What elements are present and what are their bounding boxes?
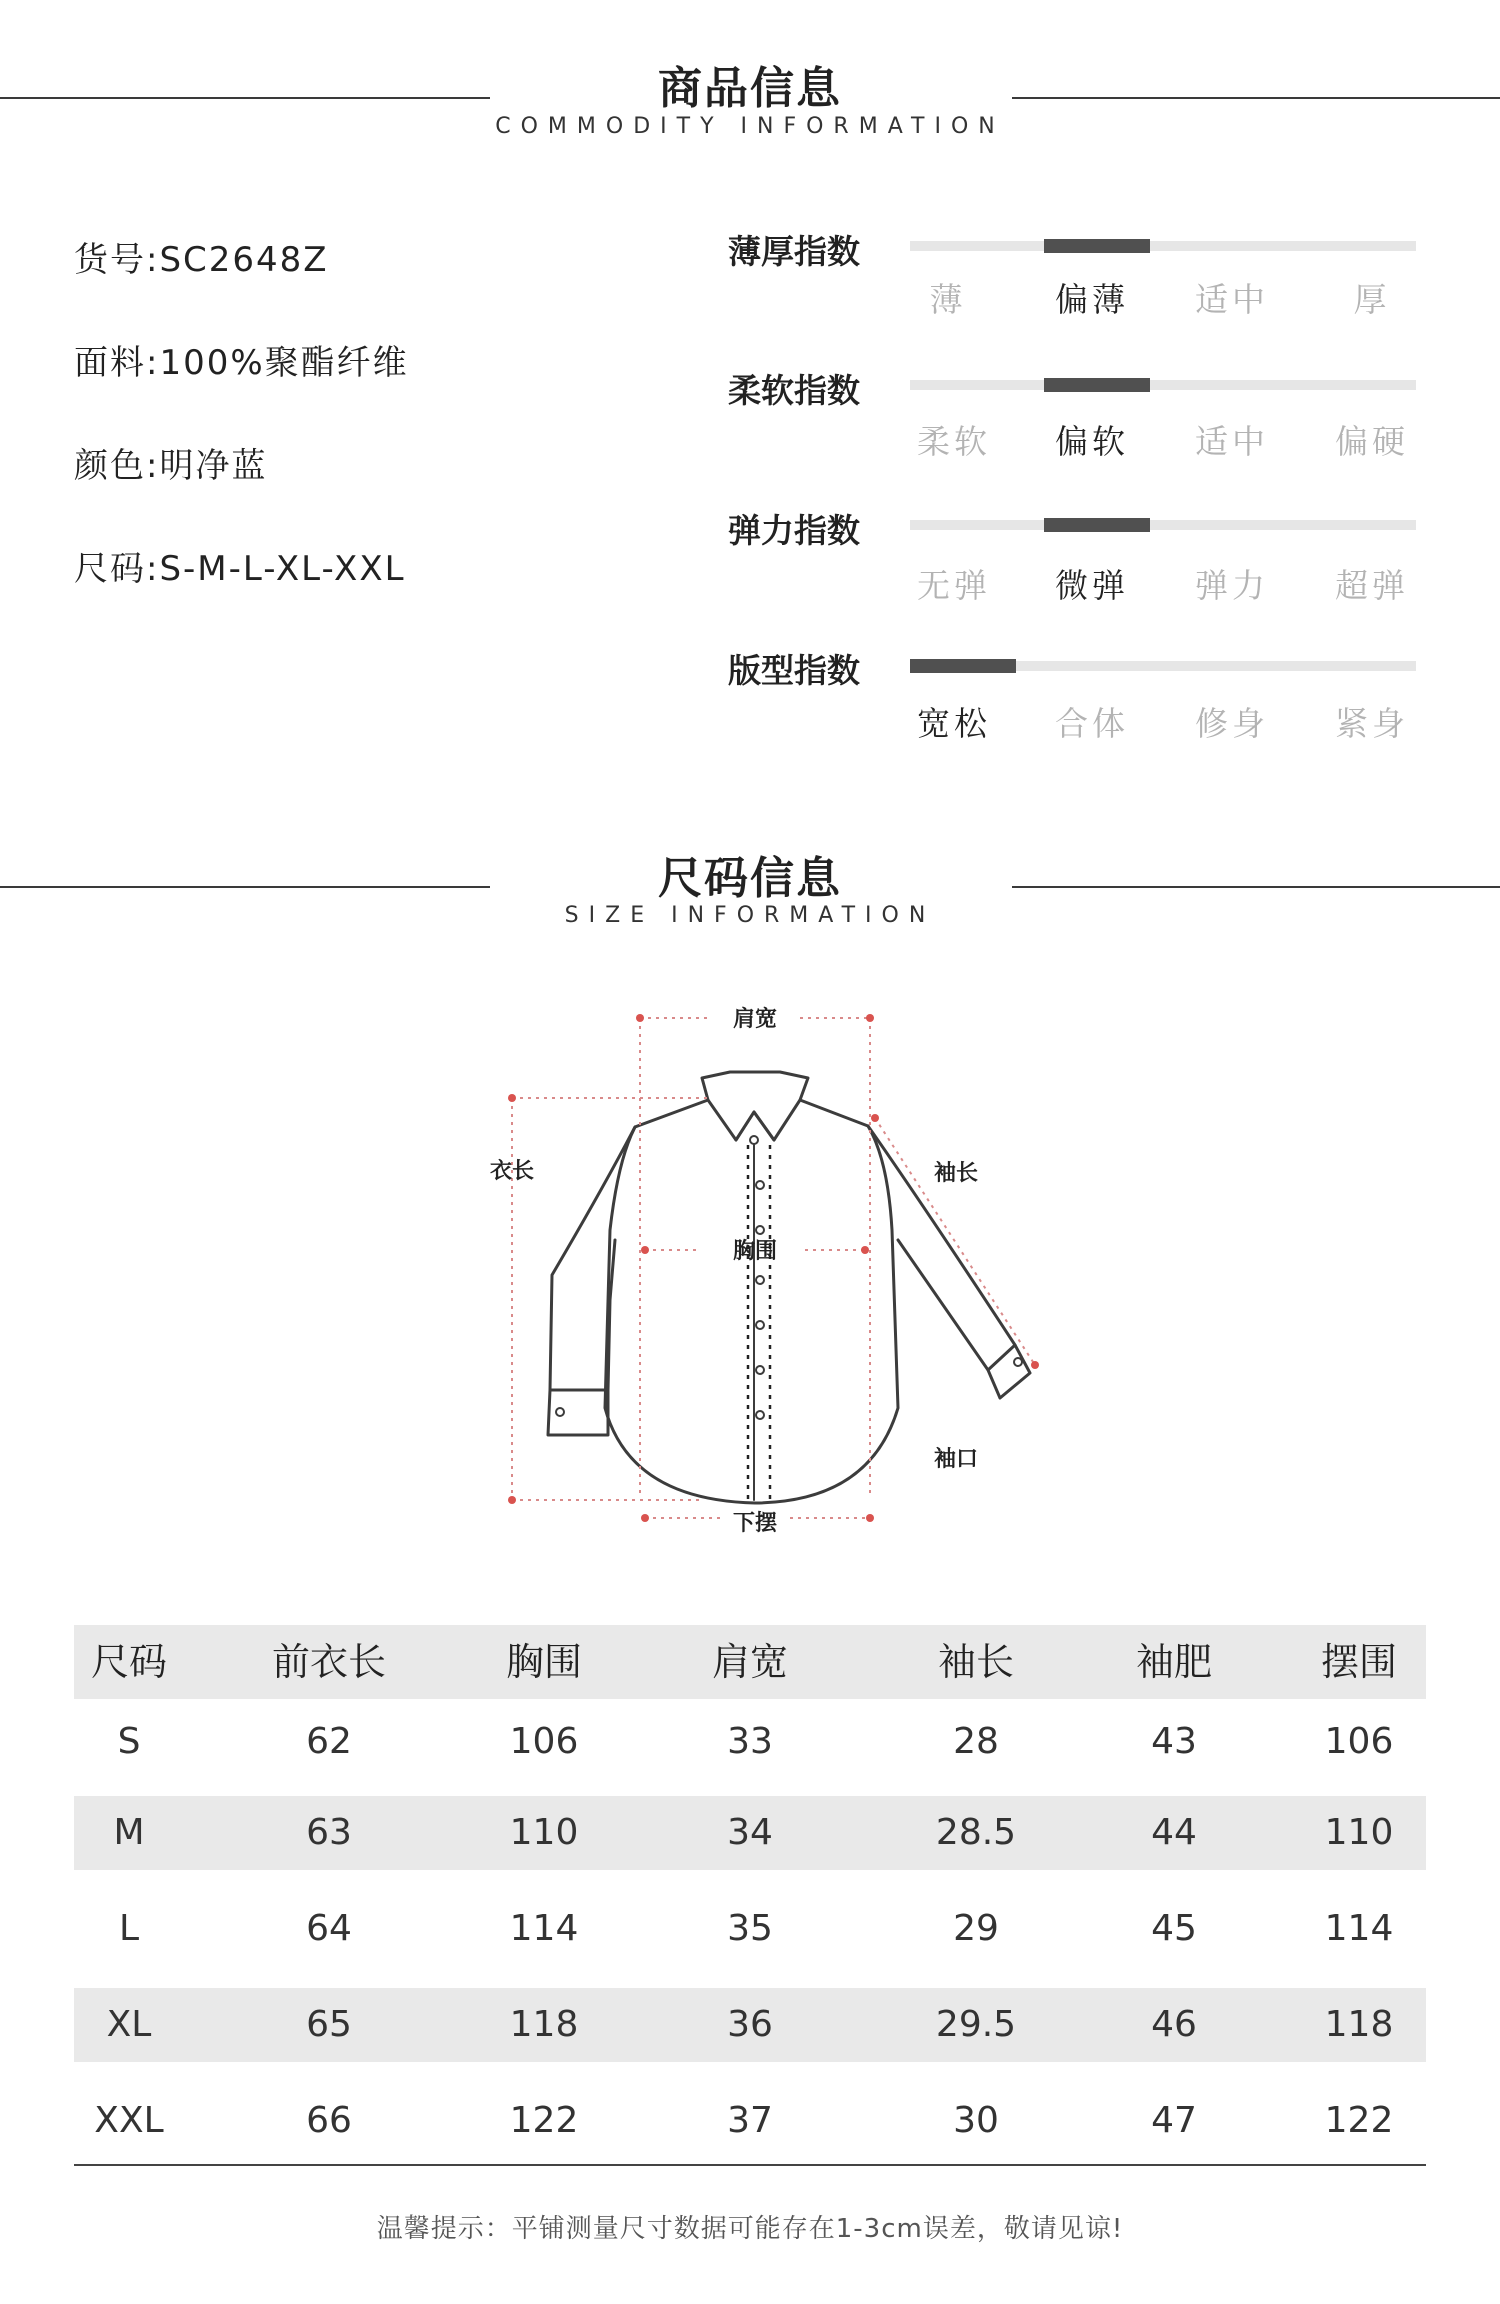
table-cell: 47: [1151, 2100, 1197, 2141]
index-option: 合体: [1055, 704, 1129, 743]
table-cell: 36: [727, 2004, 773, 2045]
table-cell: 106: [509, 1721, 579, 1762]
table-cell: 45: [1151, 1908, 1197, 1949]
attr-fabric: 面料:100%聚酯纤维: [74, 343, 409, 383]
label-shoulder: 肩宽: [732, 1007, 778, 1032]
index-option: 薄: [929, 280, 967, 319]
table-cell: 46: [1151, 2004, 1197, 2045]
index-option-selected: 宽松: [917, 704, 991, 743]
index-track-fit: [910, 661, 1416, 671]
table-cell: 33: [727, 1721, 773, 1762]
label-length: 衣长: [489, 1159, 535, 1184]
size-subtitle: SIZE INFORMATION: [564, 903, 936, 928]
attr-item-number: 货号:SC2648Z: [74, 240, 329, 280]
table-cell: 44: [1151, 1812, 1197, 1853]
button-icon: [756, 1226, 764, 1234]
table-row: [74, 1988, 1426, 2062]
index-option-selected: 偏薄: [1055, 280, 1129, 319]
table-cell: L: [118, 1908, 140, 1949]
index-option-selected: 偏软: [1055, 422, 1129, 461]
index-option-selected: 微弹: [1055, 566, 1129, 605]
table-cell: XL: [106, 2004, 152, 2045]
table-cell: 118: [509, 2004, 579, 2045]
table-cell: 34: [727, 1812, 773, 1853]
index-option: 适中: [1195, 280, 1269, 319]
table-cell: 64: [306, 1908, 352, 1949]
table-row: [74, 1796, 1426, 1870]
button-icon: [556, 1408, 564, 1416]
index-track-elasticity: [910, 520, 1416, 530]
table-cell: 63: [306, 1812, 352, 1853]
label-chest: 胸围: [732, 1239, 778, 1264]
table-cell: 110: [1324, 1812, 1394, 1853]
table-header-cell: 尺码: [90, 1640, 167, 1684]
table-header-row: [74, 1625, 1426, 1699]
table-cell: S: [117, 1721, 141, 1762]
button-icon: [756, 1276, 764, 1284]
table-cell: 29: [953, 1908, 999, 1949]
table-cell: 110: [509, 1812, 579, 1853]
index-marker-softness: [1044, 378, 1150, 392]
index-option: 修身: [1195, 704, 1269, 743]
label-sleeve: 袖长: [933, 1161, 979, 1186]
shirt-measurement-diagram: [470, 990, 1070, 1550]
button-icon: [750, 1136, 758, 1144]
index-label-thickness: 薄厚指数: [728, 232, 860, 271]
table-cell: 28: [953, 1721, 999, 1762]
commodity-subtitle: COMMODITY INFORMATION: [495, 114, 1005, 139]
button-icon: [756, 1321, 764, 1329]
table-cell: 28.5: [935, 1812, 1017, 1853]
index-option: 超弹: [1335, 566, 1409, 605]
table-cell: 118: [1324, 2004, 1394, 2045]
index-label-fit: 版型指数: [728, 651, 860, 690]
index-option: 偏硬: [1335, 422, 1409, 461]
label-cuff: 袖口: [933, 1447, 979, 1472]
shirt-right-cuff: [988, 1345, 1030, 1398]
index-option: 弹力: [1195, 566, 1269, 605]
table-header-cell: 胸围: [505, 1640, 582, 1684]
attr-sizes: 尺码:S-M-L-XL-XXL: [74, 549, 406, 589]
table-cell: 106: [1324, 1721, 1394, 1762]
table-header-cell: 袖长: [937, 1640, 1014, 1684]
table-cell: 122: [1324, 2100, 1394, 2141]
index-marker-elasticity: [1044, 518, 1150, 532]
table-header-cell: 袖肥: [1135, 1640, 1212, 1684]
table-bottom-rule: [74, 2164, 1426, 2166]
index-label-elasticity: 弹力指数: [728, 511, 860, 550]
index-option: 适中: [1195, 422, 1269, 461]
index-label-softness: 柔软指数: [728, 371, 860, 410]
table-cell: 62: [306, 1721, 352, 1762]
shirt-body-outline: [605, 1100, 898, 1503]
table-cell: M: [113, 1812, 145, 1853]
index-marker-thickness: [1044, 239, 1150, 253]
button-icon: [756, 1181, 764, 1189]
table-cell: 43: [1151, 1721, 1197, 1762]
index-track-softness: [910, 380, 1416, 390]
index-track-thickness: [910, 241, 1416, 251]
button-icon: [756, 1411, 764, 1419]
table-cell: 35: [727, 1908, 773, 1949]
table-cell: 114: [509, 1908, 579, 1949]
index-marker-fit: [910, 659, 1016, 673]
index-option: 厚: [1353, 280, 1391, 319]
index-option: 无弹: [917, 566, 991, 605]
table-cell: 114: [1324, 1908, 1394, 1949]
table-header-cell: 摆围: [1320, 1640, 1397, 1684]
label-hem: 下摆: [732, 1511, 778, 1536]
shirt-collar: [702, 1072, 808, 1140]
table-row: [74, 1705, 1426, 1779]
measurement-note: 温馨提示：平铺测量尺寸数据可能存在1-3cm误差，敬请见谅!: [376, 2214, 1124, 2244]
table-row: [74, 1892, 1426, 1966]
table-cell: 65: [306, 2004, 352, 2045]
attr-color: 颜色:明净蓝: [74, 446, 268, 486]
commodity-title: 商品信息: [658, 63, 842, 114]
table-cell: 30: [953, 2100, 999, 2141]
table-header-cell: 肩宽: [711, 1640, 788, 1684]
table-cell: 37: [727, 2100, 773, 2141]
button-icon: [1014, 1358, 1022, 1366]
button-icon: [756, 1366, 764, 1374]
size-title: 尺码信息: [658, 853, 842, 904]
table-row: [74, 2084, 1426, 2158]
table-cell: 66: [306, 2100, 352, 2141]
index-option: 紧身: [1335, 704, 1409, 743]
index-option: 柔软: [917, 422, 991, 461]
table-header-cell: 前衣长: [271, 1640, 386, 1684]
table-cell: 29.5: [935, 2004, 1017, 2045]
table-cell: 122: [509, 2100, 579, 2141]
table-cell: XXL: [94, 2100, 164, 2141]
